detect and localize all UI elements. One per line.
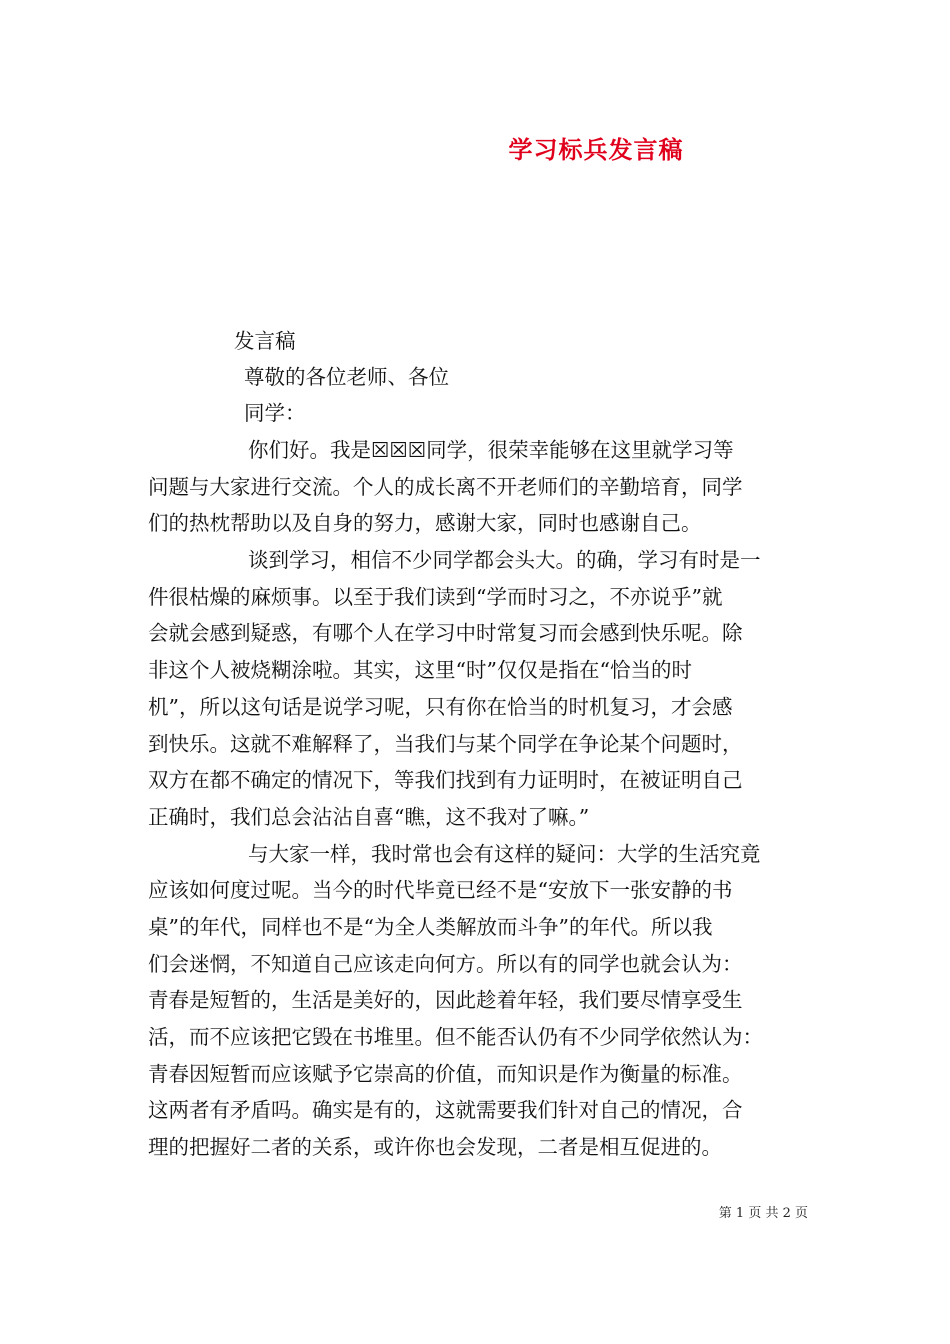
paragraph-line: 应该如何度过呢。当今的时代毕竟已经不是“安放下一张安静的书	[148, 878, 733, 903]
paragraph-line: 机”，所以这句话是说学习呢，只有你在恰当的时机复习，才会感	[148, 694, 733, 719]
paragraph-line: 与大家一样，我时常也会有这样的疑问：大学的生活究竟	[248, 841, 761, 866]
paragraph-line: 会就会感到疑惑，有哪个人在学习中时常复习而会感到快乐呢。除	[148, 621, 743, 646]
paragraph-line: 正确时，我们总会沾沾自喜“瞧，这不我对了嘛。”	[148, 804, 590, 829]
paragraph-1	[148, 432, 818, 542]
paragraph-line: 双方在都不确定的情况下，等我们找到有力证明时，在被证明自己	[148, 768, 743, 793]
paragraph-line: 件很枯燥的麻烦事。以至于我们读到“学而时习之，不亦说乎”就	[148, 584, 723, 609]
paragraph-line: 们会迷惘，不知道自己应该走向何方。所以有的同学也就会认为：	[148, 951, 743, 976]
salutation-line-1: 尊敬的各位老师、各位	[244, 365, 449, 389]
document-title: 学习标兵发言稿	[508, 136, 684, 164]
paragraph-line: 活，而不应该把它毁在书堆里。但不能否认仍有不少同学依然认为：	[148, 1025, 763, 1049]
paragraph-line: 到快乐。这就不难解释了，当我们与某个同学在争论某个问题时，	[148, 731, 743, 756]
paragraph-3	[148, 836, 818, 1166]
paragraph-line: 青春是短暂的，生活是美好的，因此趁着年轻，我们要尽情享受生	[148, 988, 743, 1013]
paragraph-line: 桌”的年代，同样也不是“为全人类解放而斗争”的年代。所以我	[148, 914, 713, 939]
paragraph-line: 你们好。我是☒☒☒同学，很荣幸能够在这里就学习等	[248, 438, 734, 462]
paragraph-line: 理的把握好二者的关系，或许你也会发现，二者是相互促进的。	[148, 1135, 722, 1160]
salutation-line-2: 同学：	[244, 401, 306, 425]
paragraph-line: 谈到学习，相信不少同学都会头大。的确，学习有时是一	[248, 548, 761, 573]
body-text	[148, 432, 818, 1166]
page-number-footer: 第 1 页 共 2 页	[718, 1206, 808, 1221]
paragraph-line: 这两者有矛盾吗。确实是有的，这就需要我们针对自己的情况，合	[148, 1098, 743, 1123]
heading-label: 发言稿	[234, 329, 296, 353]
paragraph-line: 非这个人被烧糊涂啦。其实，这里“时”仅仅是指在“恰当的时	[148, 658, 692, 683]
paragraph-line: 问题与大家进行交流。个人的成长离不开老师们的辛勤培育，同学	[148, 474, 743, 499]
paragraph-line: 青春因短暂而应该赋予它崇高的价值，而知识是作为衡量的标准。	[148, 1061, 743, 1086]
paragraph-line: 们的热枕帮助以及自身的努力，感谢大家，同时也感谢自己。	[148, 511, 702, 536]
paragraph-2	[148, 542, 818, 836]
